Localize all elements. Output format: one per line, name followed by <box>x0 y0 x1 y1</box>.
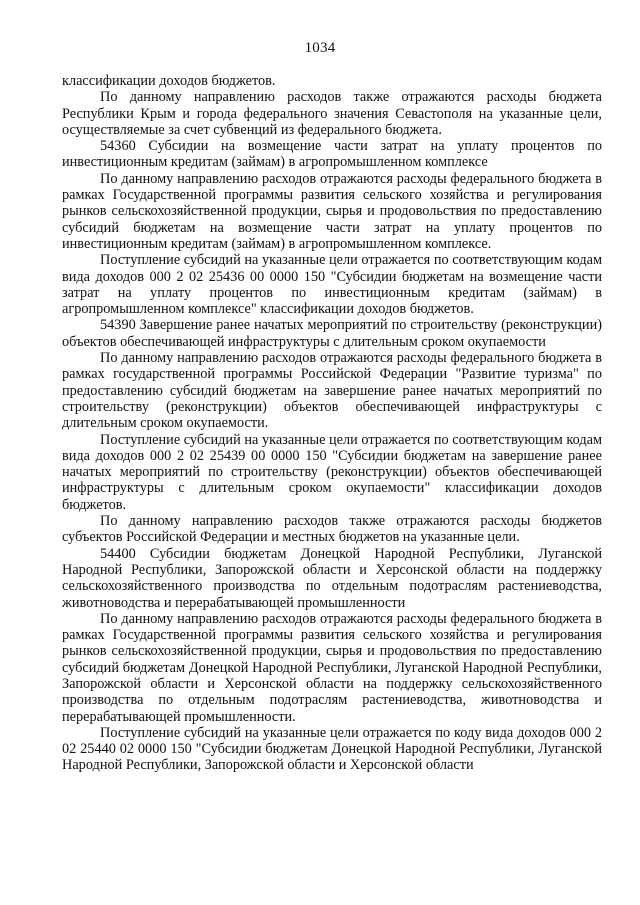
section-heading-54360: 54360 Субсидии на возмещение части затрат на уплату процентов по инвестиционным кредитам (займам) в агропромышленном комплексе <box>62 138 602 171</box>
paragraph-continuation: классификации доходов бюджетов. <box>62 73 276 89</box>
page-number: 1034 <box>304 40 336 56</box>
paragraph: Поступление субсидий на указанные цели отражается по коду вида доходов 000 2 02 25440 02 0000 150 "Субсидии бюджетам Донецкой Народной Республики, Луганской Народной Республики, Запорожской области и Херсонской области <box>62 724 602 774</box>
section-heading-54400: 54400 Субсидии бюджетам Донецкой Народной Республики, Луганской Народной Республики, Запорожской области и Херсонской области на поддержку сельскохозяйственного производства по отдельным подотраслям растениеводства, животноводства и перерабатывающей промышленности <box>62 545 602 611</box>
paragraph: По данному направлению расходов отражаются расходы федерального бюджета в рамках государственной программы Российской Федерации "Развитие туризма" по предоставлению субсидий бюджетам на завершение ранее начатых мероприятий по строительству (реконструкции) объектов обеспечивающей инфраструктуры с длительным сроком окупаемости. <box>62 350 602 432</box>
section-heading-54390: 54390 Завершение ранее начатых мероприятий по строительству (реконструкции) объектов обеспечивающей инфраструктуры с длительным сроком окупаемости <box>62 317 602 350</box>
paragraph: По данному направлению расходов также отражаются расходы бюджета Республики Крым и города федерального значения Севастополя на указанные цели, осуществляемые за счет субвенций из федерального бюджета. <box>62 89 602 138</box>
paragraph: Поступление субсидий на указанные цели отражается по соответствующим кодам вида доходов 000 2 02 25436 00 0000 150 "Субсидии бюджетам на возмещение части затрат на уплату процентов по инвестиционным кредитам (займам) в агропромышленном комплексе" классификации доходов бюджетов. <box>62 252 602 318</box>
paragraph: Поступление субсидий на указанные цели отражается по соответствующим кодам вида доходов 000 2 02 25439 00 0000 150 "Субсидии бюджетам на завершение ранее начатых мероприятий по строительству (реконструкции) объектов обеспечивающей инфраструктуры с длительным сроком окупаемости" классификации доходов бюджетов. <box>62 431 602 513</box>
paragraph: По данному направлению расходов отражаются расходы федерального бюджета в рамках Государственной программы развития сельского хозяйства и регулирования рынков сельскохозяйственной продукции, сырья и продовольствия по предоставлению субсидий бюджетам на возмещение части затрат на уплату процентов по инвестиционным кредитам (займам) в агропромышленном комплексе. <box>62 170 602 252</box>
document-body <box>62 73 602 774</box>
paragraph: По данному направлению расходов также отражаются расходы бюджетов субъектов Российской Федерации и местных бюджетов на указанные цели. <box>62 513 602 546</box>
paragraph: По данному направлению расходов отражаются расходы федерального бюджета в рамках Государственной программы развития сельского хозяйства и регулирования рынков сельскохозяйственной продукции, сырья и продовольствия по предоставлению субсидий бюджетам Донецкой Народной Республики, Луганской Народной Республики, Запорожской области и Херсонской области на поддержку сельскохозяйственного производства по отдельным подотраслям растениеводства, животноводства и перерабатывающей промышленности. <box>62 610 602 725</box>
